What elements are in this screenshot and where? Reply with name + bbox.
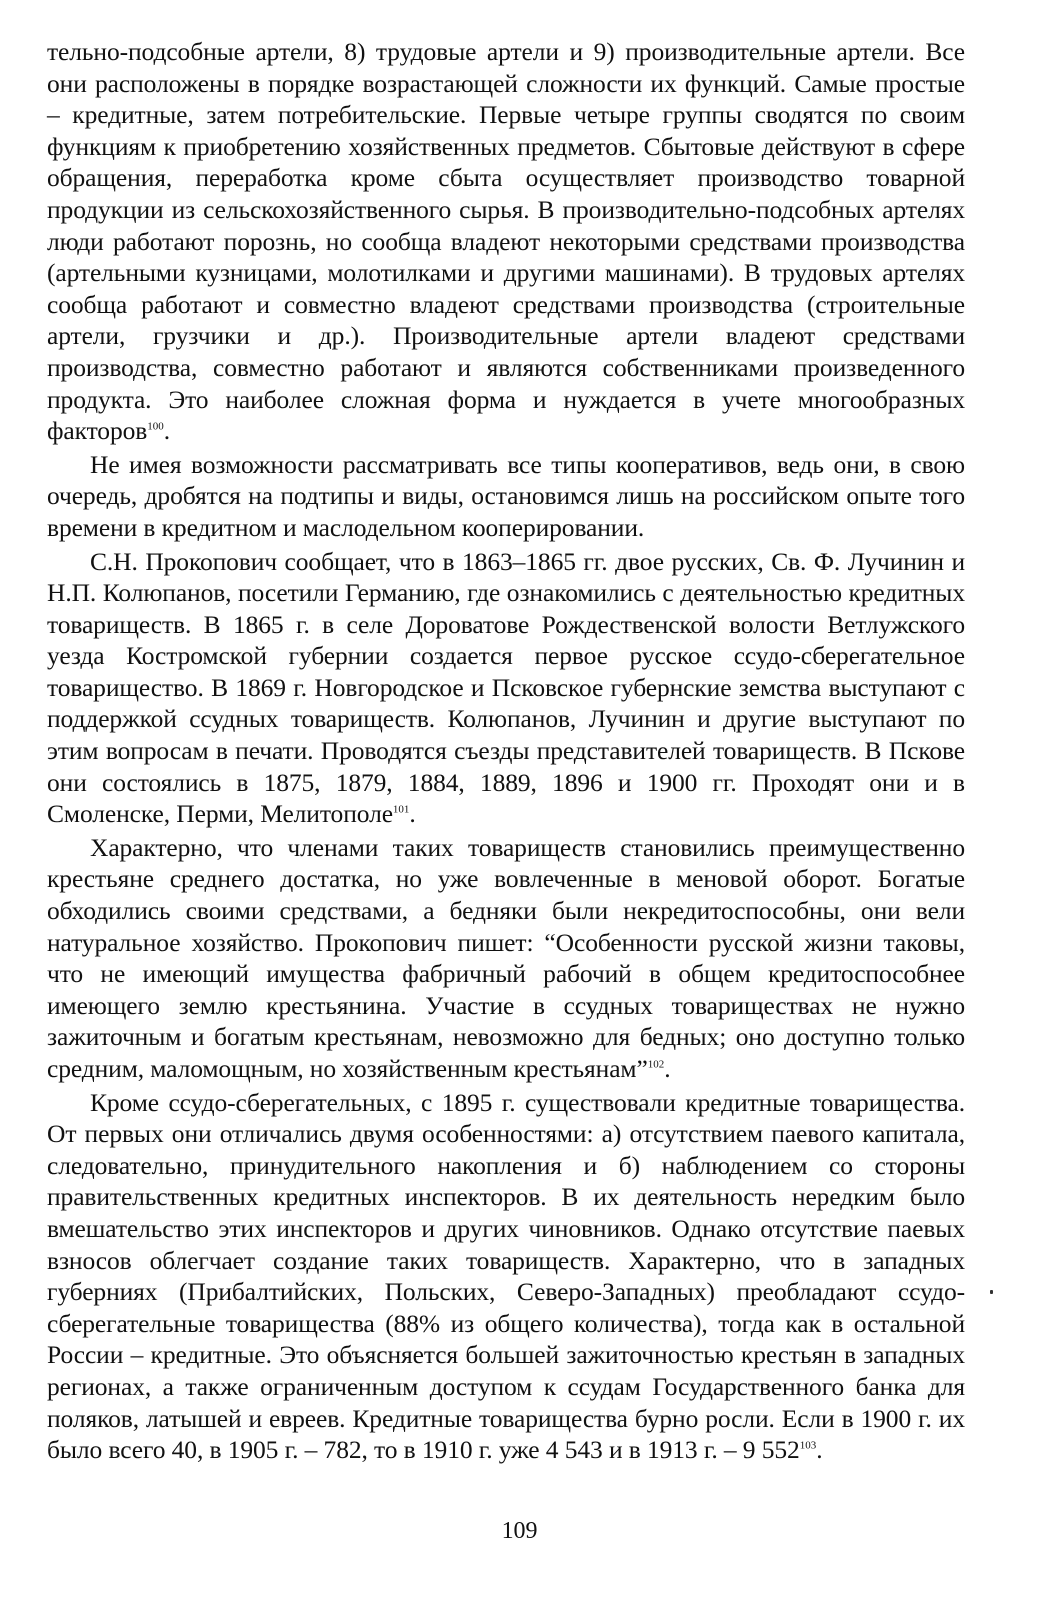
paragraph-2	[47, 449, 965, 544]
footnote-ref-101[interactable]: 101	[392, 803, 410, 816]
footnote-ref-100[interactable]: 100	[147, 420, 164, 433]
paragraph-3-text: С.Н. Прокопович сообщает, что в 1863–1865 гг. двое русских, Св. Ф. Лучинин и Н.П. Колюпанов, посетили Германию, где ознакомились с деятельностью кредитных товариществ. В 1865 г. в селе Дороватове Рождественской волости Ветлужского уезда Костромской губернии создается первое русское ссудо-сберегательное товарищество. В 1869 г. Новгородское и Псковское губернские земства выступают с поддержкой ссудных товариществ. Колюпанов, Лучинин и другие выступают по этим вопросам в печати. Проводятся съезды представителей товариществ. В Пскове они состоялись в 1875, 1879, 1884, 1889, 1896 и 1900 гг. Проходят они и в Смоленске, Перми, Мелитополе	[47, 546, 965, 829]
footnote-ref-103[interactable]: 103	[799, 1439, 817, 1452]
paragraph-1-end: .	[163, 416, 170, 446]
footnote-ref-102[interactable]: 102	[647, 1058, 665, 1071]
paragraph-5-text: Кроме ссудо-сберегательных, с 1895 г. существовали кредитные товарищества. От первых они отличались двумя особенностями: а) отсутствием паевого капитала, следовательно, принудительного накопления и б) наблюдением со стороны правительственных кредитных инспекторов. В их деятельность нередким было вмешательство этих инспекторов и других чиновников. Однако отсутствие паевых взносов облегчает создание таких товариществ. Характерно, что в западных губерниях (Прибалтийских, Польских, Северо-Западных) преобладают ссудо-сберегательные товарищества (88% из общего количества), тогда как в остальной России – кредитные. Это объясняется большей зажиточностью крестьян в западных регионах, а также ограниченным доступом к ссудам Государственного банка для поляков, латышей и евреев. Кредитные товарищества бурно росли. Если в 1900 г. их было всего 40, в 1905 г. – 782, то в 1910 г. уже 4 543 и в 1913 г. – 9 552	[47, 1087, 965, 1465]
page-number: 109	[501, 1518, 538, 1544]
paragraph-2-text: Не имея возможности рассматривать все типы кооперативов, ведь они, в свою очередь, дробятся на подтипы и виды, остановимся лишь на российском опыте того времени в кредитном и маслодельном кооперировании.	[47, 449, 965, 542]
paragraph-4	[47, 832, 965, 1085]
paragraph-5-end: .	[816, 1435, 823, 1465]
paragraph-5	[47, 1087, 965, 1466]
paragraph-3-end: .	[409, 799, 416, 829]
paragraph-1	[47, 36, 965, 447]
paragraph-1-text: тельно-подсобные артели, 8) трудовые артели и 9) производительные артели. Все они расположены в порядке возрастающей сложности их функций. Самые простые – кредитные, затем потребительские. Первые четыре группы сводятся по своим функциям к приобретению хозяйственных предметов. Сбытовые действуют в сфере обращения, переработка кроме сбыта осуществляет производство товарной продукции из сельскохозяйственного сырья. В производительно-подсобных артелях люди работают порознь, но сообща владеют некоторыми средствами производства (артельными кузницами, молотилками и другими машинами). В трудовых артелях сообща работают и совместно владеют средствами производства (строительные артели, грузчики и др.). Производительные артели владеют средствами производства, совместно работают и являются собственниками произведенного продукта. Это наиболее сложная форма и нуждается в учете многообразных факторов	[47, 37, 965, 446]
paragraph-4-text: Характерно, что членами таких товариществ становились преимущественно крестьяне среднего достатка, но уже вовлеченные в меновой оборот. Богатые обходились своими средствами, а бедняки были некредитоспособны, они вели натуральное хозяйство. Прокопович пишет: “Особенности русской жизни таковы, что не имеющий имущества фабричный рабочий в общем кредитоспособнее имеющего землю крестьянина. Участие в ссудных товариществах не нужно зажиточным и богатым крестьянам, невозможно для бедных; оно доступно только средним, маломощным, но хозяйственным крестьянам”	[47, 832, 965, 1083]
scan-speck	[990, 1290, 993, 1294]
paragraph-4-end: .	[664, 1054, 671, 1083]
paragraph-3	[47, 546, 965, 830]
